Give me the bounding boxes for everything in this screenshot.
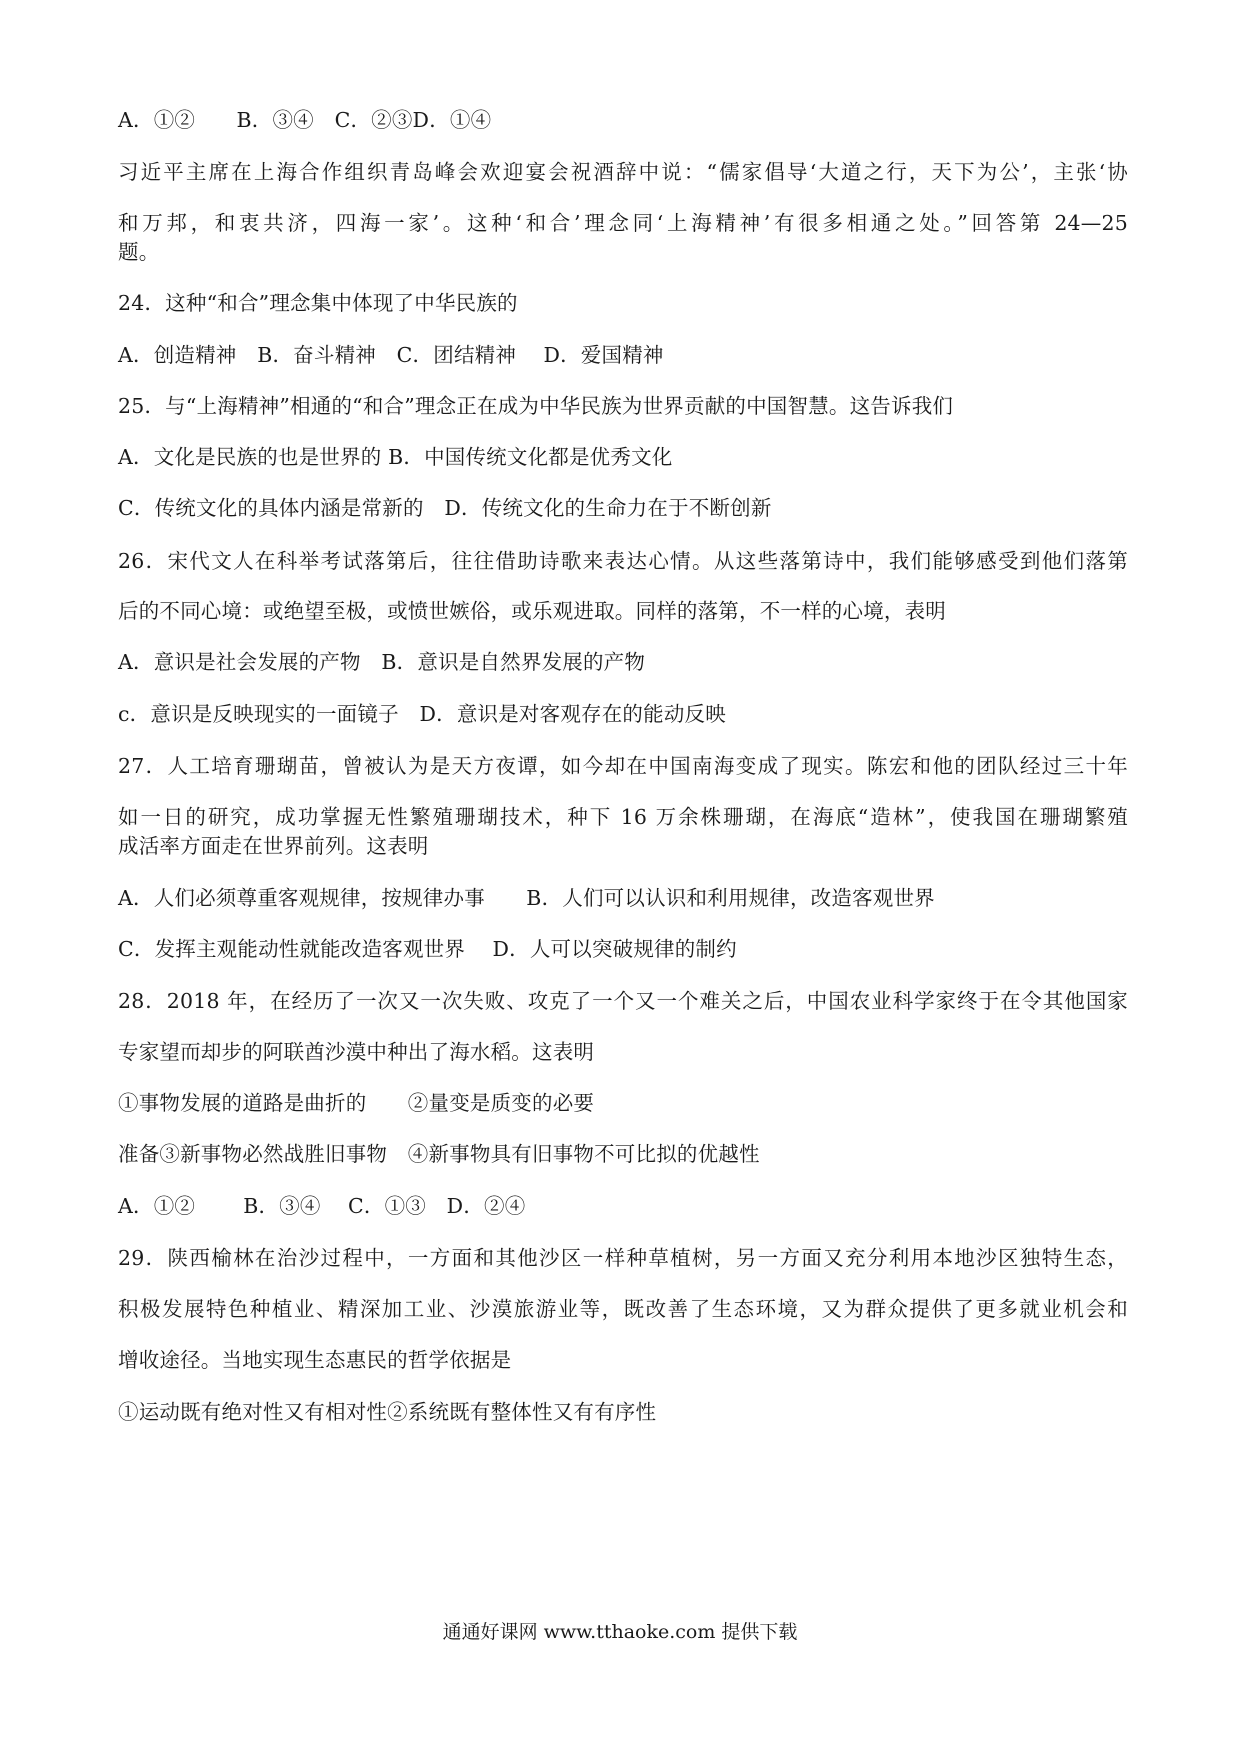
question-25-options-ab: A．文化是民族的也是世界的 B．中国传统文化都是优秀文化 [118,445,673,469]
question-29-stem-line-1: 29．陕西榆林在治沙过程中，一方面和其他沙区一样种草植树，另一方面又充分利用本地沙区独特生态， [118,1246,1128,1270]
question-26-stem-line-2: 后的不同心境：或绝望至极，或愤世嫉俗，或乐观进取。同样的落第，不一样的心境，表明 [118,599,946,623]
question-24-options: A．创造精神 B．奋斗精神 C．团结精神 D．爱国精神 [118,343,664,367]
question-28-stem-line-1: 28．2018 年，在经历了一次又一次失败、攻克了一个又一个难关之后，中国农业科学家终于在令其他国家 [118,989,1128,1013]
page-footer: 通通好课网 www.tthaoke.com 提供下载 [442,1621,798,1643]
answer-options-23: A．①② B．③④ C．②③D．①④ [118,108,492,132]
question-26-options-cd: c．意识是反映现实的一面镜子 D．意识是对客观存在的能动反映 [118,702,726,726]
question-29-stem-line-3: 增收途径。当地实现生态惠民的哲学依据是 [118,1348,512,1372]
question-28-stem-line-2: 专家望而却步的阿联酋沙漠中种出了海水稻。这表明 [118,1040,595,1064]
question-27-options-ab: A．人们必须尊重客观规律，按规律办事 B．人们可以认识和利用规律，改造客观世界 [118,886,935,910]
question-24-stem: 24．这种“和合”理念集中体现了中华民族的 [118,291,518,315]
question-27-stem-line-2: 如一日的研究，成功掌握无性繁殖珊瑚技术，种下 16 万余株珊瑚，在海底“造林”，使我国在珊瑚繁殖 [118,805,1128,829]
question-28-options: A．①② B．③④ C．①③ D．②④ [118,1194,526,1218]
material-intro-line-3: 题。 [118,240,160,264]
material-intro-line-1: 习近平主席在上海合作组织青岛峰会欢迎宴会祝酒辞中说：“儒家倡导‘大道之行，天下为公’，主张‘协 [118,160,1128,184]
question-26-stem-line-1: 26．宋代文人在科举考试落第后，往往借助诗歌来表达心情。从这些落第诗中，我们能够感受到他们落第 [118,549,1128,573]
question-27-options-cd: C．发挥主观能动性就能改造客观世界 D．人可以突破规律的制约 [118,937,737,961]
question-28-statements-line-1: ①事物发展的道路是曲折的 ②量变是质变的必要 [118,1091,595,1115]
question-26-options-ab: A．意识是社会发展的产物 B．意识是自然界发展的产物 [118,650,646,674]
question-28-statements-line-2: 准备③新事物必然战胜旧事物 ④新事物具有旧事物不可比拟的优越性 [118,1142,760,1166]
material-intro-line-2: 和万邦，和衷共济，四海一家’。这种‘和合’理念同‘上海精神’有很多相通之处。”回答第 24—25 [118,211,1128,235]
question-27-stem-line-3: 成活率方面走在世界前列。这表明 [118,834,429,858]
question-27-stem-line-1: 27．人工培育珊瑚苗，曾被认为是天方夜谭，如今却在中国南海变成了现实。陈宏和他的团队经过三十年 [118,754,1128,778]
question-29-stem-line-2: 积极发展特色种植业、精深加工业、沙漠旅游业等，既改善了生态环境，又为群众提供了更多就业机会和 [118,1297,1128,1321]
question-25-options-cd: C．传统文化的具体内涵是常新的 D．传统文化的生命力在于不断创新 [118,496,772,520]
question-29-statements-line-1: ①运动既有绝对性又有相对性②系统既有整体性又有有序性 [118,1400,657,1424]
question-25-stem: 25．与“上海精神”相通的“和合”理念正在成为中华民族为世界贡献的中国智慧。这告诉我们 [118,394,954,418]
